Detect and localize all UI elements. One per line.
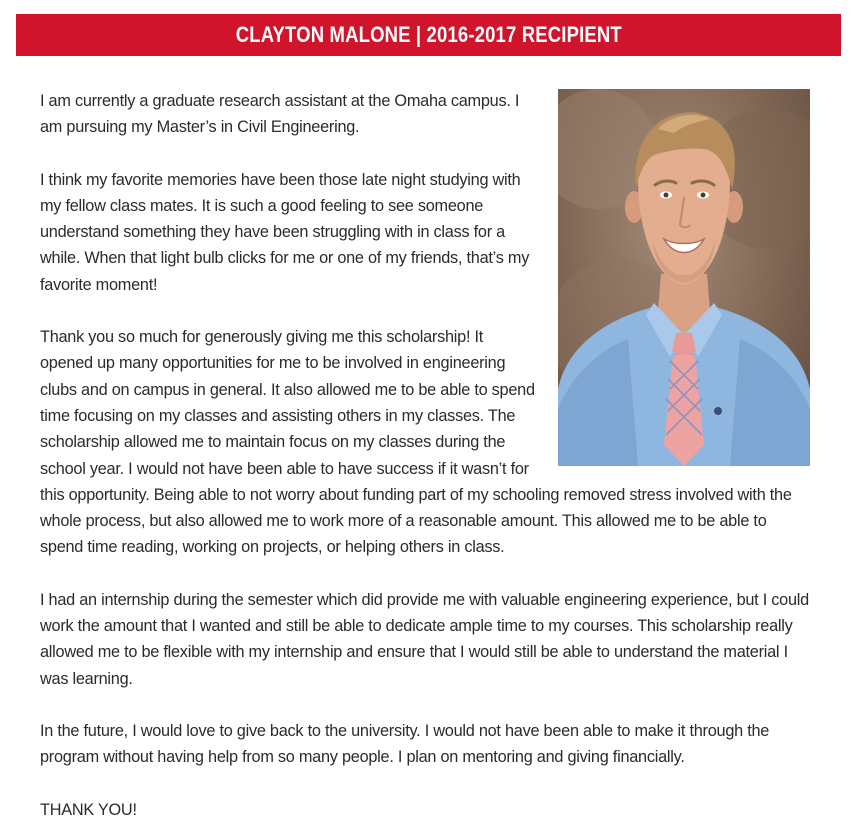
paragraph-gratitude: Thank you so much for generously giving me this scholarship! It opened up many opportunities for me to be involved in engineering clubs and on campus in general. It also allowed me to be able to spend time focusing on my classes and assisting others in my classes. The scholarship allowed me to maintain focus on my classes during the school year. I would not have been able to have success if it wasn’t for this opportunity. Being able to not worry about funding part of my schooling removed stress involved with the whole process, but also allowed me to work more of a reasonable amount. This allowed me to be able to spend time reading, working on projects, or helping others in class. — [40, 328, 792, 557]
portrait-photo — [558, 89, 810, 466]
portrait-illustration — [558, 89, 810, 466]
paragraph-future: In the future, I would love to give back to the university. I would not have been able to make it through the program without having help from so many people. I plan on mentoring and giving financially. — [40, 721, 770, 767]
closing-thank-you: THANK YOU! — [40, 800, 137, 819]
paragraph-memories: I think my favorite memories have been those late night studying with my fellow class mates. It is such a good feeling to see someone understand something they have been struggling with in class for a while. When that light bulb clicks for me or one of my friends, that’s my favorite moment! — [40, 170, 530, 294]
letter-body — [40, 88, 810, 823]
paragraph-internship: I had an internship during the semester which did provide me with valuable engineering experience, but I could work the amount that I wanted and still be able to dedicate ample time to my courses. This scholarship really allowed me to be flexible with my internship and ensure that I would still be able to understand the material I was learning. — [40, 590, 809, 688]
header-banner — [16, 14, 841, 56]
header-title: CLAYTON MALONE | 2016-2017 RECIPIENT — [235, 22, 622, 47]
paragraph-intro: I am currently a graduate research assistant at the Omaha campus. I am pursuing my Master’s in Civil Engineering. — [40, 92, 520, 137]
